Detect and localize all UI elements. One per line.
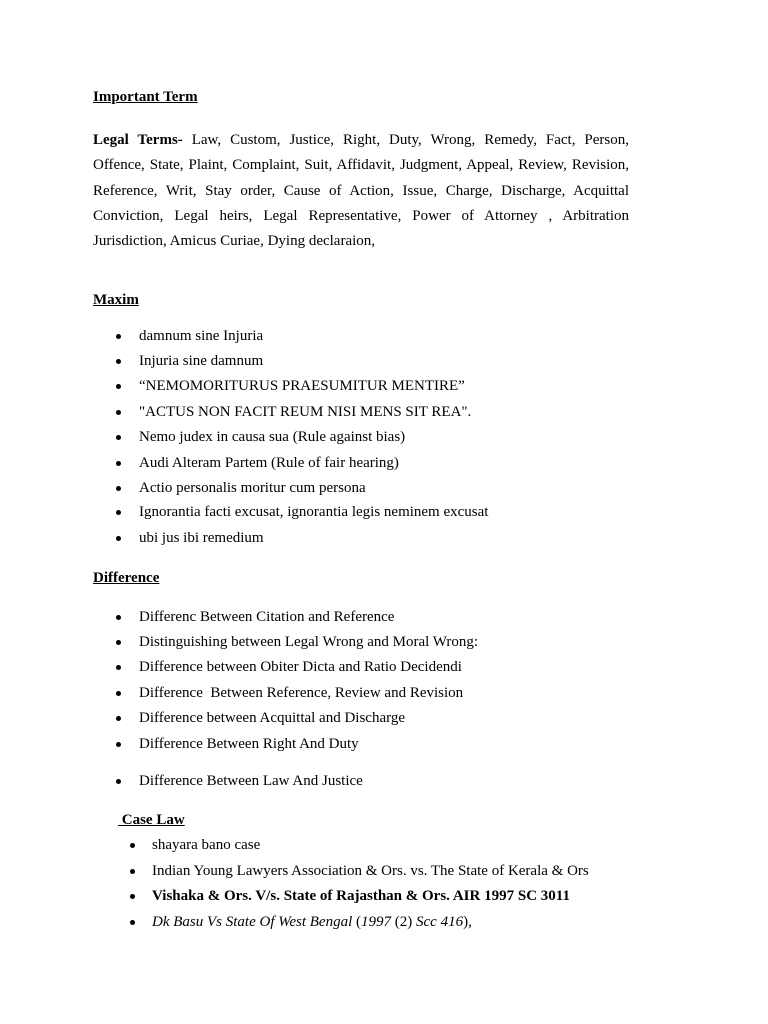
difference-heading: Difference <box>93 570 160 586</box>
legal-terms-text: Law, Custom, Justice, Right, Duty, Wrong, Remedy, Fact, Person, Offence, State, Plaint, Complaint, Suit, Affidavit, Judgment, Appeal, Review, Revision, Reference, Writ, Stay order, Cause of Action, Issue, Charge, Discharge, Acquittal Conviction, Legal heirs, Legal Representative, Power of Attorney , Arbitration Jurisdiction, Amicus Curiae, Dying declaraion, <box>93 132 629 250</box>
important-term-heading: Important Term <box>93 89 198 105</box>
bullet-icon <box>116 410 121 415</box>
bullet-icon <box>116 435 121 440</box>
maxim-heading: Maxim <box>93 292 139 308</box>
case-law-heading: Case Law <box>118 812 185 828</box>
bullet-icon <box>116 615 121 620</box>
bullet-icon <box>116 536 121 541</box>
bullet-icon <box>116 779 121 784</box>
bullet-icon <box>116 742 121 747</box>
bullet-icon <box>116 334 121 339</box>
bullet-icon <box>130 869 135 874</box>
bullet-icon <box>116 486 121 491</box>
legal-terms-paragraph <box>93 128 629 254</box>
bullet-icon <box>130 894 135 899</box>
bullet-icon <box>116 384 121 389</box>
bullet-icon <box>116 359 121 364</box>
document-page: Important Term Legal Terms- Law, Custom, Justice, Right, Duty, Wrong, Remedy, Fact, Person, Offence, State, Plaint, Complaint, Suit, Affidavit, Judgment, Appeal, Review, Revision, Reference, Writ, Stay order, Cause of Action, Issue, Charge, Discharge, Acquittal Conviction, Legal heirs, Legal Representative, Power of Attorney , Arbitration Jurisdiction, Amicus Curiae, Dying declaraion, Maxim damnum sine Injuria Injuria sine damnum “NEMOMORITURUS PRAESUMITUR MENTIRE” "ACTUS NON FACIT REUM NISI MENS SIT REA". Nemo judex in causa sua (Rule against bias) Audi Alteram Partem (Rule of fair hearing) Actio personalis moritur cum persona Ignorantia facti excusat, ignorantia legis neminem excusat ubi jus ibi remedium Difference Differenc Between Citation and Reference Distinguishing between Legal Wrong and Moral Wrong: Difference between Obiter Dicta and Ratio Decidendi Difference Between Reference, Review and Revision Difference between Acquittal and Discharge Difference Between Right And Duty Difference Between Law And Justice Case Law shayara bano case Indian Young Lawyers Association & Ors. vs. The State of Kerala & Ors Vishaka & Ors. V/s. State of Rajasthan & Ors. AIR 1997 SC 3011 Dk Basu Vs State Of West Bengal (1997 (2) Scc 416), <box>93 89 629 930</box>
bullet-icon <box>116 665 121 670</box>
bullet-icon <box>116 716 121 721</box>
legal-terms-label: Legal Terms- <box>93 132 183 148</box>
bullet-icon <box>116 510 121 515</box>
bullet-icon <box>116 640 121 645</box>
bullet-icon <box>116 461 121 466</box>
bullet-icon <box>130 843 135 848</box>
bullet-icon <box>130 920 135 925</box>
bullet-icon <box>116 691 121 696</box>
